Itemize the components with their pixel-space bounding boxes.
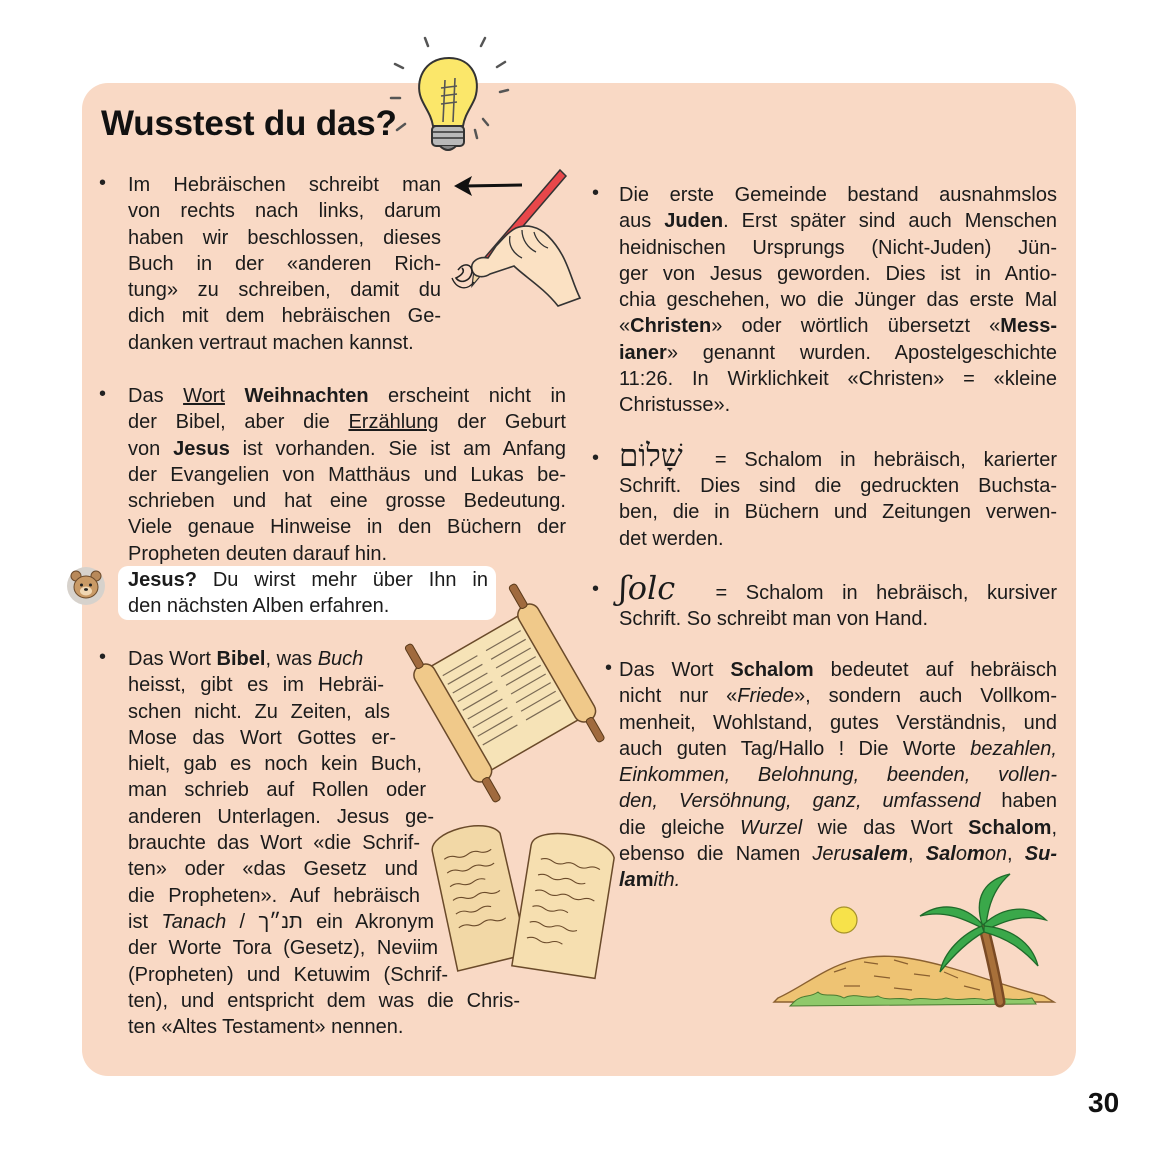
- shalom-hebrew-square: שָׁלוֹם: [619, 438, 683, 474]
- paragraph-cursive-script: ʃolc = Schalom in hebräisch, kursiver Schrift. So schreibt man von Hand.: [619, 569, 1057, 631]
- paragraph-writing-direction: Im Hebräischen schreibt man von rechts nach links, darum haben wir beschlossen, dieses Buch in der «anderen Rich- tung» zu schreiben, damit du dich mit dem hebräischen Ge- danken vertraut machen kannst.: [128, 174, 441, 354]
- stone-tablets-icon: [424, 812, 620, 984]
- bullet-dot: •: [592, 182, 600, 204]
- bullet-dot: •: [99, 383, 107, 405]
- scroll-icon: [398, 584, 608, 804]
- paragraph-square-script: שָׁלוֹם = Schalom in hebräisch, karierter Schrift. Dies sind die gedruckten Buchsta- ben, die in Büchern und Zeitungen verwen- det werden.: [619, 438, 1057, 550]
- bullet-dot: •: [99, 172, 107, 194]
- island-icon: [774, 868, 1064, 1018]
- paragraph-shalom-meaning: Das Wort Schalom bedeutet auf hebräisch nicht nur «Friede», sondern auch Vollkom- menheit, Wohlstand, gutes Verständnis, und auch guten Tag/Hallo ! Die Worte bezahlen, Einkommen, Belohnung, beenden, vollen- den, Versöhnung, ganz, umfassend haben die gleiche Wurzel wie das Wort Schalom, ebenso die Namen Jerusalem, Salomon, Su- lamith.: [619, 659, 1058, 892]
- page-number: 30: [1088, 1087, 1120, 1118]
- lightbulb-icon: [385, 30, 525, 160]
- bullet-dot: •: [605, 657, 613, 679]
- paragraph-first-church: Die erste Gemeinde bestand ausnahmslos aus Juden. Erst später sind auch Menschen heidnischen Ursprungs (Nicht-Juden) Jün- ger von Jesus geworden. Dies ist in Antio- chia geschehen, wo die Jünger das erste Mal «Christen» oder wörtlich übersetzt «Mess- ianer» genannt wurden. Apostelgeschichte 11:26. In Wirklichkeit «Christen» = «kleine Christusse».: [619, 184, 1057, 417]
- bullet-dot: •: [99, 646, 107, 668]
- shalom-hebrew-cursive: ʃolc: [619, 569, 676, 607]
- bullet-dot: •: [592, 447, 600, 469]
- bear-avatar-icon: [65, 566, 107, 606]
- paragraph-bible: Das Wort Bibel, was Buch heisst, gibt es im Hebräi- schen nicht. Zu Zeiten, als Mose das Wort Gottes er- hielt, gab es noch kein Buch, man schrieb auf Rollen oder anderen Unterlagen. Jesus ge- brauchte das Wort «die Schrif- ten» oder «das Gesetz und die Propheten». Auf hebräisch ist Tanach / תנ״ך ein Akronym der Worte Tora (Gesetz), Neviim (Propheten) und Ketuwim (Schrif- ten), und entspricht dem was die Chris- ten «Altes Testament» nennen.: [128, 648, 520, 1039]
- bullet-dot: •: [592, 578, 600, 600]
- paragraph-christmas: Das Wort Weihnachten erscheint nicht in der Bibel, aber die Erzählung der Geburt von Jesus ist vorhanden. Sie ist am Anfang der Evangelien von Matthäus und Lukas be- schrieben und hat eine grosse Bedeutung. Viele genaue Hinweise in den Büchern der Propheten deuten darauf hin.: [128, 385, 567, 565]
- page-title: Wusstest du das?: [101, 104, 397, 143]
- hand-with-pencil-icon: [448, 166, 588, 326]
- sun-icon: [831, 907, 857, 933]
- callout-text: Jesus? Du wirst mehr über Ihn in den nächsten Alben erfahren.: [128, 569, 488, 618]
